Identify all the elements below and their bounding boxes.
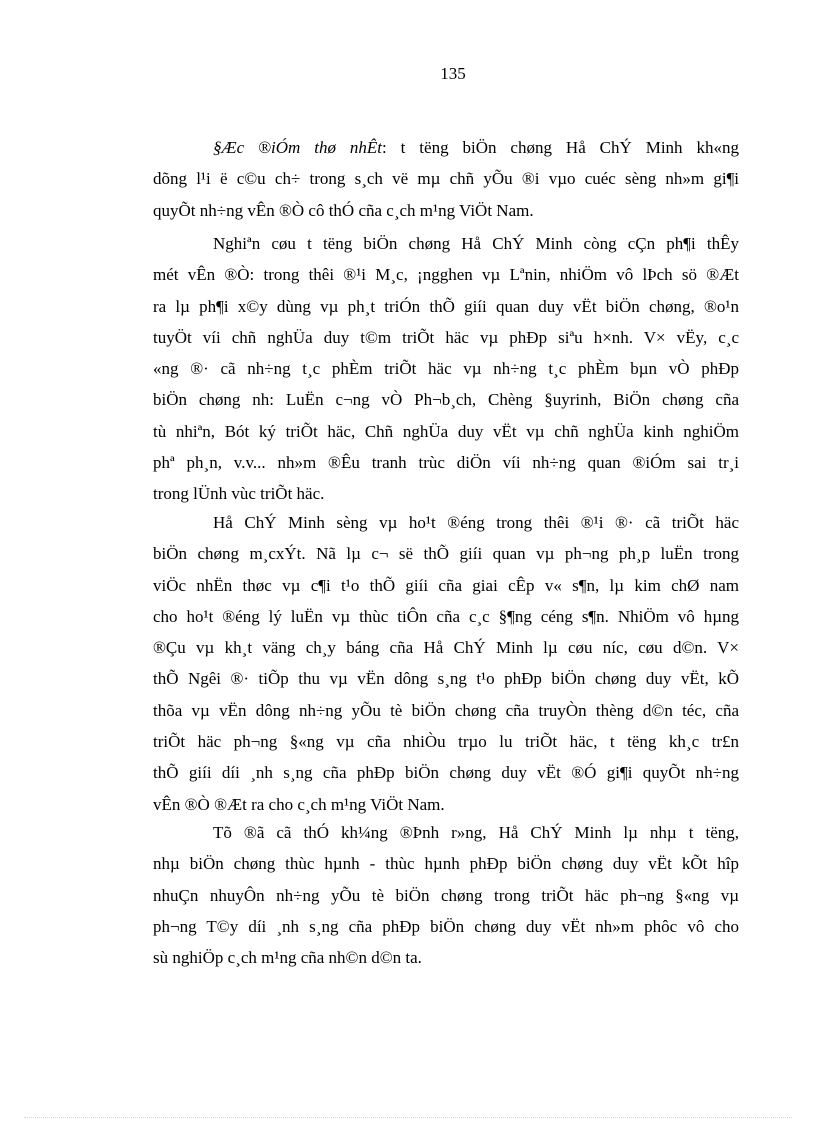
paragraph-1 [153,132,739,226]
text-run: biÖn chøng m¸cxÝt. Nã lµ c¬ së thÕ giíi quan vµ ph¬ng ph¸p luËn trong [153,544,739,564]
text-line [153,848,739,879]
text-run: Hå ChÝ Minh sèng vµ ho¹t ®éng trong thêi ®¹i ®· cã triÕt häc [213,513,739,532]
text-line [153,757,739,788]
text-run: sù nghiÖp c¸ch m¹ng cña nh©n d©n ta. [153,948,422,968]
text-line [153,228,739,259]
text-line [153,259,739,290]
paragraph-2 [153,228,739,510]
text-line [153,507,739,538]
text-run: Nghiªn cøu t tëng biÖn chøng Hå ChÝ Minh còng cÇn ph¶i thÊy [213,234,739,253]
text-run: tuyÖt víi chñ nghÜa duy t©m triÕt häc vµ phÐp siªu h×nh. V× vËy, c¸c [153,327,739,347]
text-line [153,353,739,384]
text-run: tù nhiªn, Bót ký triÕt häc, Chñ nghÜa duy vËt vµ chñ nghÜa kinh nghiÖm [153,421,739,441]
text-line [153,132,739,163]
page-number: 135 [440,64,466,83]
text-line [153,789,739,820]
text-run: Tõ ®ã cã thÓ kh¼ng ®Þnh r»ng, Hå ChÝ Minh lµ nhµ t tëng, [213,823,739,842]
text-line [153,570,739,601]
text-run: trong lÜnh vùc triÕt häc. [153,484,325,504]
text-run: vÊn ®Ò ®Æt ra cho c¸ch m¹ng ViÖt Nam. [153,794,445,814]
text-run: mét vÊn ®Ò: trong thêi ®¹i M¸c, ¡ngghen vµ Lªnin, nhiÖm vô lÞch sö ®Æt [153,265,739,285]
feature-heading: §Æc ®iÓm thø nhÊt [213,138,382,157]
text-line [153,416,739,447]
text-line [153,942,739,973]
text-run: ph¬ng T©y díi ¸nh s¸ng cña phÐp biÖn chøng duy vËt nh»m phôc vô cho [153,916,739,936]
text-run: biÖn chøng nh: LuËn c¬ng vÒ Ph¬b¸ch, Chèng §uyrinh, BiÖn chøng cña [153,390,739,410]
text-line [153,817,739,848]
text-line [153,291,739,322]
text-line [153,163,739,194]
text-run: dõng l¹i ë c©u ch÷ trong s¸ch vë mµ chñ yÕu ®i vµo cuéc sèng nh»m gi¶i [153,169,739,189]
text-line [153,384,739,415]
text-run: viÖc nhËn thøc vµ c¶i t¹o thÕ giíi cña giai cÊp v« s¶n, lµ kim chØ nam [153,575,739,595]
text-line [153,538,739,569]
text-run: thÕ Ngêi ®· tiÕp thu vµ vËn dông s¸ng t¹o phÐp biÖn chøng duy vËt, kÕ [153,669,739,689]
text-run: cho ho¹t ®éng lý luËn vµ thùc tiÔn cña c¸c §¶ng céng s¶n. NhiÖm vô hµng [153,606,739,626]
text-line [153,911,739,942]
text-line [153,322,739,353]
text-run: ®Çu vµ kh¸t väng ch¸y báng cña Hå ChÝ Minh lµ cøu níc, cøu d©n. V× [153,638,739,658]
paragraph-4 [153,817,739,973]
text-line [153,880,739,911]
text-line [153,478,739,509]
text-run: «ng ®· cã nh÷ng t¸c phÈm triÕt häc vµ nh÷ng t¸c phÈm bµn vÒ phÐp [153,359,739,379]
text-run: ra lµ ph¶i x©y dùng vµ ph¸t triÓn thÕ giíi quan duy vËt biÖn chøng, ®o¹n [153,296,739,316]
page-bottom-divider [24,1117,792,1118]
text-run: nhµ biÖn chøng thùc hµnh - thùc hµnh phÐp biÖn chøng duy vËt kÕt hîp [153,854,739,874]
text-run: phª ph¸n, v.v... nh»m ®Êu tranh trùc diÖn víi nh÷ng quan ®iÓm sai tr¸i [153,453,739,473]
text-line [153,447,739,478]
text-run: triÕt häc ph¬ng §«ng vµ cña nhiÒu trµo lu triÕt häc, t tëng kh¸c tr£n [153,732,739,752]
text-line [153,726,739,757]
text-line [153,601,739,632]
text-run: quyÕt nh÷ng vÊn ®Ò cô thÓ cña c¸ch m¹ng ViÖt Nam. [153,200,534,220]
text-line [153,663,739,694]
text-line [153,695,739,726]
text-run: thÕ giíi díi ¸nh s¸ng cña phÐp biÖn chøng duy vËt ®Ó gi¶i quyÕt nh÷ng [153,763,739,783]
text-run: thõa vµ vËn dông nh÷ng yÕu tè biÖn chøng cña truyÒn thèng d©n téc, cña [153,700,739,720]
text-line [153,632,739,663]
text-run: : t tëng biÖn chøng Hå ChÝ Minh kh«ng [381,138,739,157]
text-line [153,195,739,226]
text-run: nhuÇn nhuyÔn nh÷ng yÕu tè biÖn chøng trong triÕt häc ph¬ng §«ng vµ [153,885,739,905]
paragraph-3 [153,507,739,820]
